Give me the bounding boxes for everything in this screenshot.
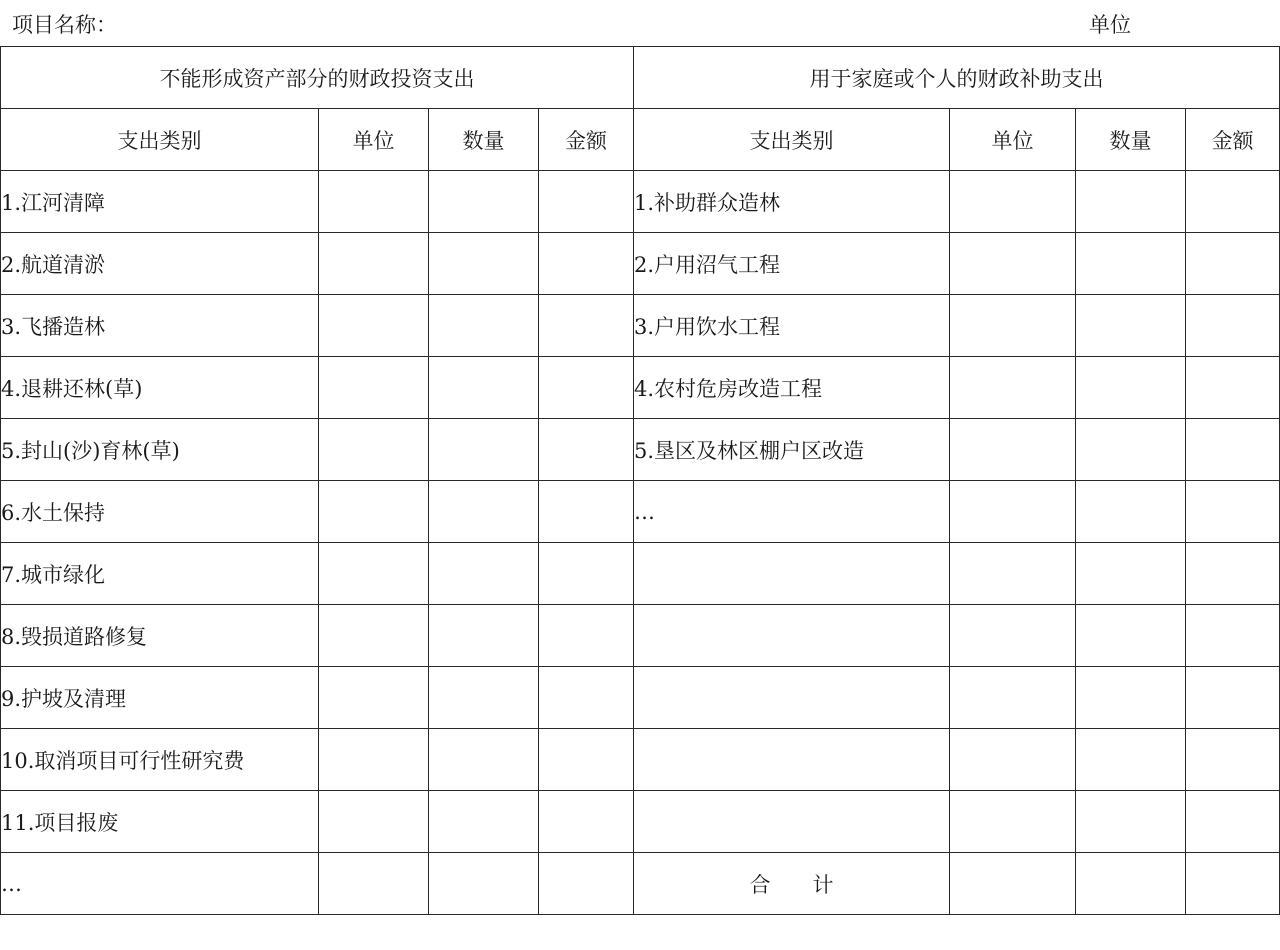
right-unit-cell[interactable] (950, 543, 1076, 605)
left-unit-cell[interactable] (319, 419, 429, 481)
table-row (1, 791, 1280, 853)
table-row (1, 295, 1280, 357)
right-category-cell (634, 729, 950, 791)
left-amount-cell[interactable] (539, 729, 634, 791)
right-unit-cell[interactable] (950, 853, 1076, 915)
table-row (1, 729, 1280, 791)
right-unit-cell[interactable] (950, 605, 1076, 667)
left-category-cell: 1.江河清障 (1, 171, 319, 233)
left-amount-cell[interactable] (539, 543, 634, 605)
right-unit-cell[interactable] (950, 357, 1076, 419)
left-category-cell: 7.城市绿化 (1, 543, 319, 605)
right-quantity-cell[interactable] (1076, 667, 1186, 729)
left-category-cell: 3.飞播造林 (1, 295, 319, 357)
right-category-cell: 3.户用饮水工程 (634, 295, 950, 357)
right-amount-cell[interactable] (1186, 295, 1280, 357)
left-quantity-cell[interactable] (429, 233, 539, 295)
left-unit-cell[interactable] (319, 171, 429, 233)
right-quantity-cell[interactable] (1076, 605, 1186, 667)
left-unit-cell[interactable] (319, 791, 429, 853)
table-row (1, 543, 1280, 605)
left-quantity-cell[interactable] (429, 729, 539, 791)
right-unit-cell[interactable] (950, 729, 1076, 791)
left-category-cell: … (1, 853, 319, 915)
table-row (1, 233, 1280, 295)
right-col-amount-header: 金额 (1186, 109, 1280, 171)
right-amount-cell[interactable] (1186, 791, 1280, 853)
left-amount-cell[interactable] (539, 357, 634, 419)
right-unit-cell[interactable] (950, 419, 1076, 481)
right-category-cell (634, 543, 950, 605)
left-col-amount-header: 金额 (539, 109, 634, 171)
left-category-cell: 8.毁损道路修复 (1, 605, 319, 667)
left-col-category-header: 支出类别 (1, 109, 319, 171)
left-section-title: 不能形成资产部分的财政投资支出 (1, 47, 634, 109)
table-row (1, 667, 1280, 729)
right-category-cell: … (634, 481, 950, 543)
right-category-cell: 1.补助群众造林 (634, 171, 950, 233)
unit-label: 单位 (1089, 13, 1131, 37)
right-amount-cell[interactable] (1186, 233, 1280, 295)
right-col-category-header: 支出类别 (634, 109, 950, 171)
total-label-part1: 合 (749, 872, 771, 897)
left-quantity-cell[interactable] (429, 853, 539, 915)
right-col-quantity-header: 数量 (1076, 109, 1186, 171)
section-title-row (1, 47, 1280, 109)
left-quantity-cell[interactable] (429, 419, 539, 481)
left-category-cell: 9.护坡及清理 (1, 667, 319, 729)
right-unit-cell[interactable] (950, 791, 1076, 853)
project-name-label: 项目名称： (12, 13, 117, 37)
right-category-cell: 4.农村危房改造工程 (634, 357, 950, 419)
right-amount-cell[interactable] (1186, 605, 1280, 667)
left-quantity-cell[interactable] (429, 543, 539, 605)
right-section-title: 用于家庭或个人的财政补助支出 (634, 47, 1280, 109)
right-quantity-cell[interactable] (1076, 171, 1186, 233)
left-unit-cell[interactable] (319, 357, 429, 419)
left-unit-cell[interactable] (319, 605, 429, 667)
right-amount-cell[interactable] (1186, 729, 1280, 791)
left-quantity-cell[interactable] (429, 171, 539, 233)
left-amount-cell[interactable] (539, 605, 634, 667)
right-amount-cell[interactable] (1186, 481, 1280, 543)
expenditure-table (0, 46, 1280, 915)
table-row (1, 419, 1280, 481)
right-quantity-cell[interactable] (1076, 543, 1186, 605)
right-quantity-cell[interactable] (1076, 853, 1186, 915)
left-unit-cell[interactable] (319, 853, 429, 915)
right-category-cell (634, 605, 950, 667)
right-quantity-cell[interactable] (1076, 419, 1186, 481)
right-unit-cell[interactable] (950, 233, 1076, 295)
left-unit-cell[interactable] (319, 295, 429, 357)
left-quantity-cell[interactable] (429, 605, 539, 667)
left-quantity-cell[interactable] (429, 791, 539, 853)
left-amount-cell[interactable] (539, 481, 634, 543)
left-col-quantity-header: 数量 (429, 109, 539, 171)
right-amount-cell[interactable] (1186, 171, 1280, 233)
right-quantity-cell[interactable] (1076, 729, 1186, 791)
total-label-cell (634, 853, 950, 915)
left-quantity-cell[interactable] (429, 357, 539, 419)
form-header (0, 0, 1280, 46)
right-amount-cell[interactable] (1186, 357, 1280, 419)
left-category-cell: 10.取消项目可行性研究费 (1, 729, 319, 791)
right-quantity-cell[interactable] (1076, 357, 1186, 419)
left-quantity-cell[interactable] (429, 295, 539, 357)
left-amount-cell[interactable] (539, 667, 634, 729)
column-header-row (1, 109, 1280, 171)
right-unit-cell[interactable] (950, 667, 1076, 729)
left-amount-cell[interactable] (539, 233, 634, 295)
left-category-cell: 11.项目报废 (1, 791, 319, 853)
left-amount-cell[interactable] (539, 419, 634, 481)
right-unit-cell[interactable] (950, 295, 1076, 357)
right-quantity-cell[interactable] (1076, 233, 1186, 295)
left-unit-cell[interactable] (319, 543, 429, 605)
left-amount-cell[interactable] (539, 295, 634, 357)
right-amount-cell[interactable] (1186, 543, 1280, 605)
right-quantity-cell[interactable] (1076, 791, 1186, 853)
right-category-cell: 5.垦区及林区棚户区改造 (634, 419, 950, 481)
table-row (1, 481, 1280, 543)
right-col-unit-header: 单位 (950, 109, 1076, 171)
right-unit-cell[interactable] (950, 481, 1076, 543)
right-amount-cell[interactable] (1186, 667, 1280, 729)
left-category-cell: 4.退耕还林(草) (1, 357, 319, 419)
left-unit-cell[interactable] (319, 729, 429, 791)
right-amount-cell[interactable] (1186, 419, 1280, 481)
left-amount-cell[interactable] (539, 853, 634, 915)
right-category-cell (634, 791, 950, 853)
total-label-part2: 计 (812, 872, 834, 897)
left-amount-cell[interactable] (539, 171, 634, 233)
right-amount-cell[interactable] (1186, 853, 1280, 915)
left-category-cell: 2.航道清淤 (1, 233, 319, 295)
left-category-cell: 6.水土保持 (1, 481, 319, 543)
table-row (1, 357, 1280, 419)
left-quantity-cell[interactable] (429, 667, 539, 729)
left-amount-cell[interactable] (539, 791, 634, 853)
left-unit-cell[interactable] (319, 667, 429, 729)
right-category-cell: 2.户用沼气工程 (634, 233, 950, 295)
right-category-cell (634, 667, 950, 729)
table-row (1, 171, 1280, 233)
right-quantity-cell[interactable] (1076, 295, 1186, 357)
left-col-unit-header: 单位 (319, 109, 429, 171)
right-quantity-cell[interactable] (1076, 481, 1186, 543)
left-quantity-cell[interactable] (429, 481, 539, 543)
table-row (1, 853, 1280, 915)
right-unit-cell[interactable] (950, 171, 1076, 233)
left-unit-cell[interactable] (319, 481, 429, 543)
table-row (1, 605, 1280, 667)
left-unit-cell[interactable] (319, 233, 429, 295)
left-category-cell: 5.封山(沙)育林(草) (1, 419, 319, 481)
